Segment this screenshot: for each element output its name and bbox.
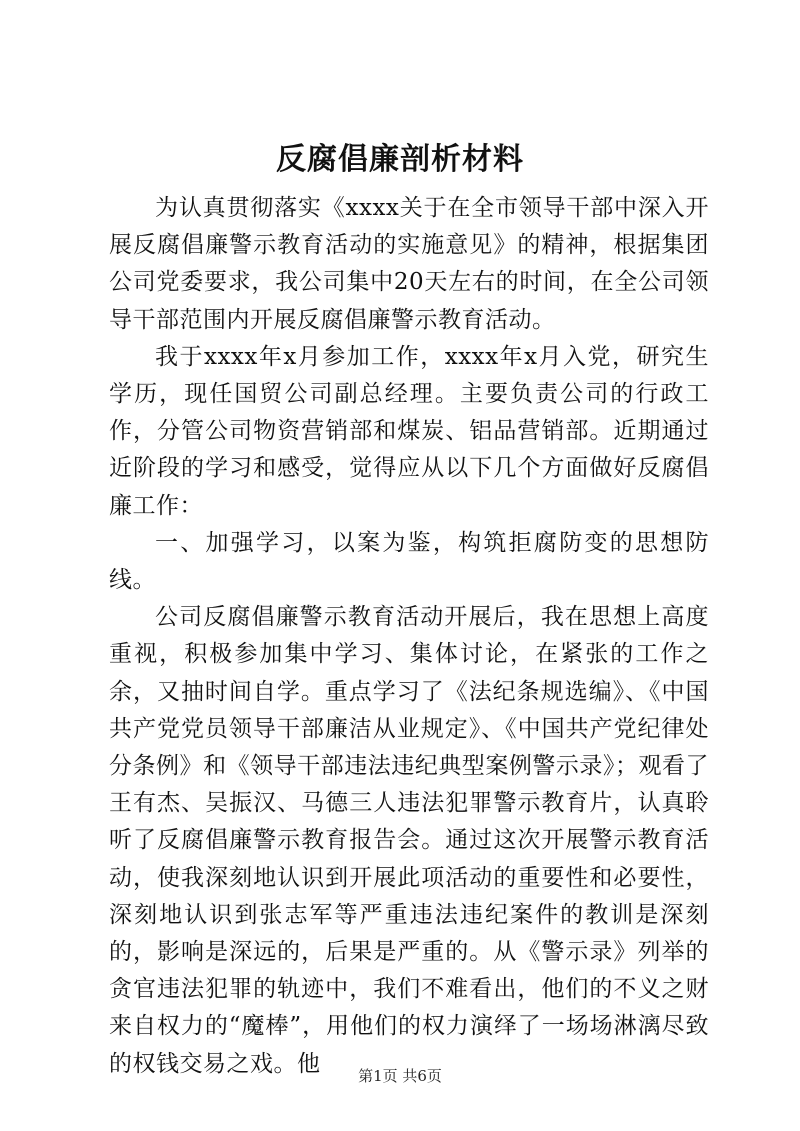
section-heading-one: 一、加强学习，以案为鉴，构筑拒腐防变的思想防线。 bbox=[109, 529, 709, 594]
paragraph-study: 公司反腐倡廉警示教育活动开展后，我在思想上高度重视，积极参加集中学习、集体讨论，在紧张的工作之余，又抽时间自学。重点学习了《法纪条规选编》、《中国共产党党员领导干部廉洁从业规定》、《中国共产党纪律处分条例》和《领导干部违法违纪典型案例警示录》；观看了王有杰、吴振汉、马德三人违法犯罪警示教育片，认真聆听了反腐倡廉警示教育报告会。通过这次开展警示教育活动，使我深刻地认识到开展此项活动的重要性和必要性，深刻地认识到张志军等严重违法违纪案件的教训是深刻的，影响是深远的，后果是严重的。从《警示录》列举的贪官违法犯罪的轨迹中，我们不难看出，他们的不义之财来自权力的“魔棒”，用他们的权力演绎了一场场淋漓尽致的权钱交易之戏。他 bbox=[109, 604, 709, 1077]
paragraph-background: 我于xxxx年x月参加工作，xxxx年x月入党，研究生学历，现任国贸公司副总经理。主要负责公司的行政工作，分管公司物资营销部和煤炭、铝品营销部。近期通过近阶段的学习和感受，觉得应从以下几个方面做好反腐倡廉工作： bbox=[109, 343, 709, 519]
document-body bbox=[109, 190, 709, 1083]
paragraph-intro: 为认真贯彻落实《xxxx关于在全市领导干部中深入开展反腐倡廉警示教育活动的实施意见》的精神，根据集团公司党委要求，我公司集中20天左右的时间，在全公司领导干部范围内开展反腐倡廉警示教育活动。 bbox=[109, 195, 709, 333]
page-footer: 第1页 共6页 bbox=[358, 1067, 442, 1085]
document-title: 反腐倡廉剖析材料 bbox=[276, 142, 524, 177]
